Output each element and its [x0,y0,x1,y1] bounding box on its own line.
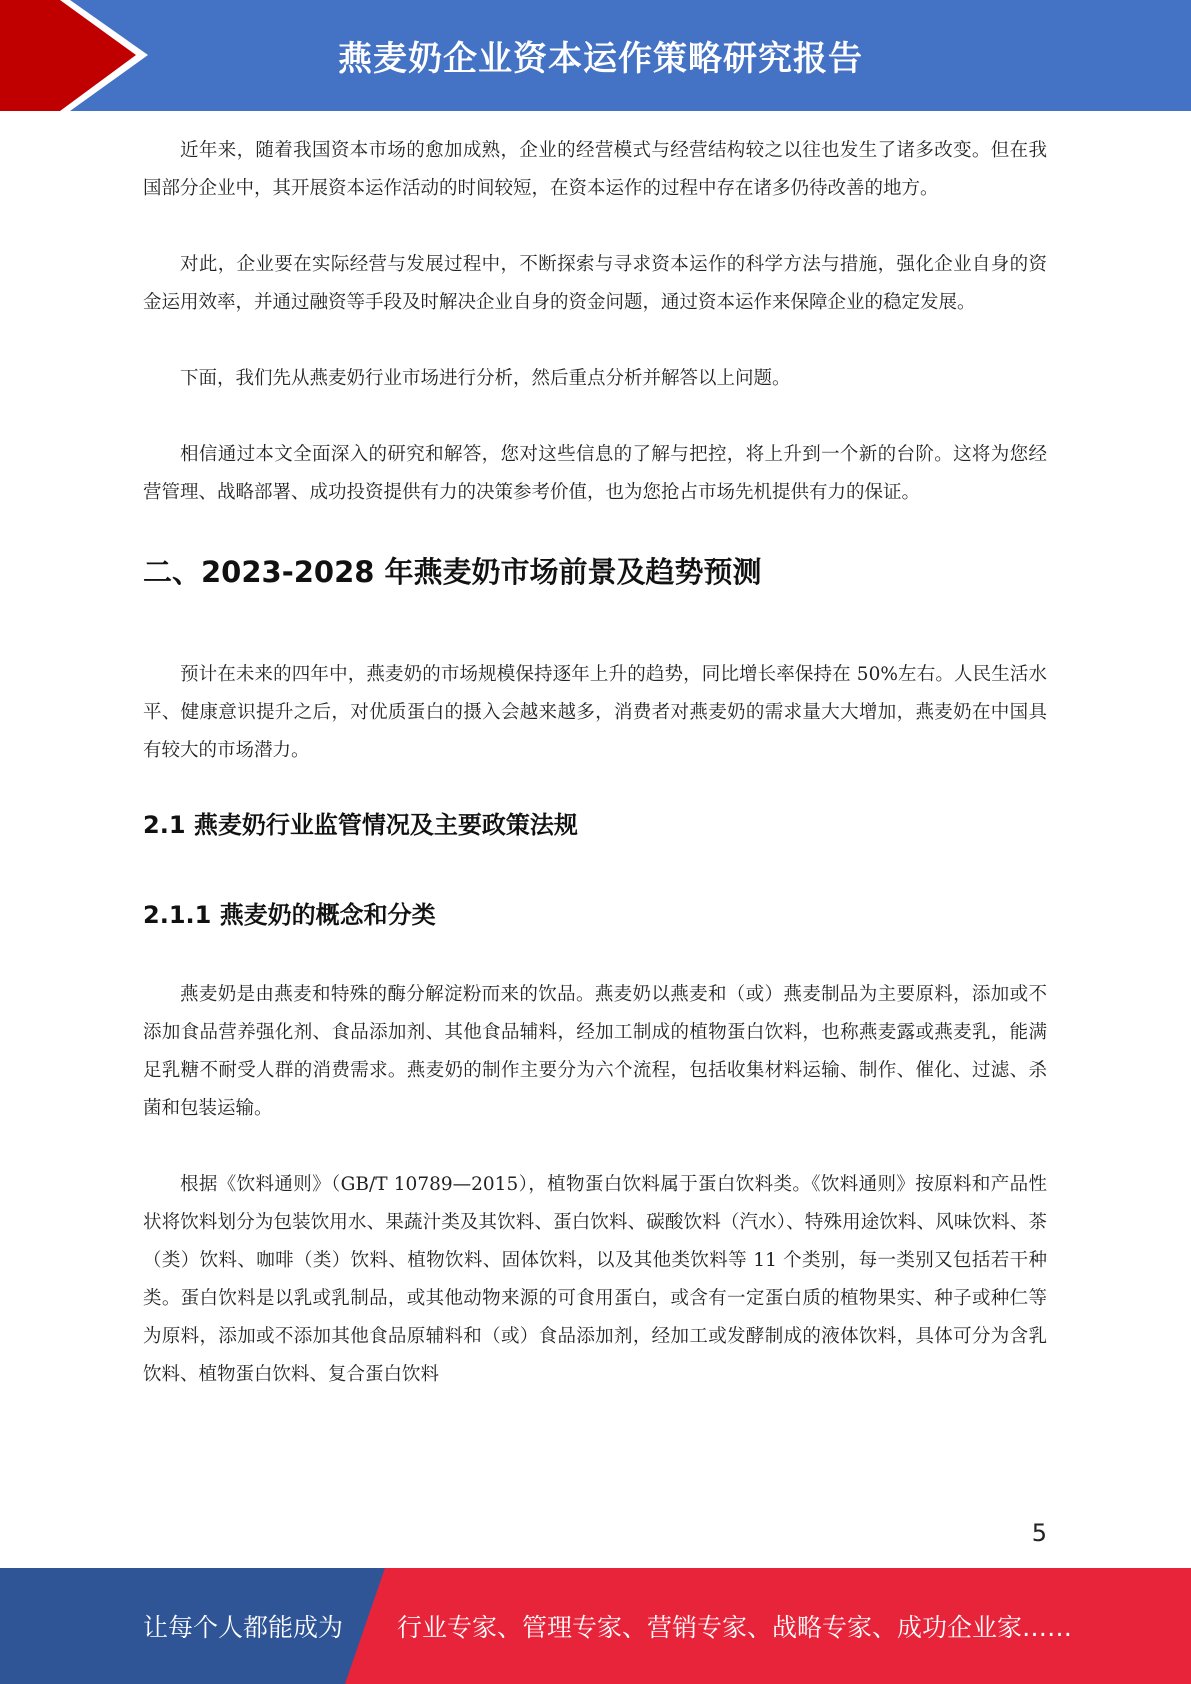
page-footer [0,1568,1191,1684]
paragraph-classification: 根据《饮料通则》（GB/T 10789—2015），植物蛋白饮料属于蛋白饮料类。《饮料通则》按原料和产品性状将饮料划分为包装饮用水、果蔬汁类及其饮料、蛋白饮料、碳酸饮料（汽水）、特殊用途饮料、风味饮料、茶（类）饮料、咖啡（类）饮料、植物饮料、固体饮料，以及其他类饮料等 11 个类别，每一类别又包括若干种类。蛋白饮料是以乳或乳制品，或其他动物来源的可食用蛋白，或含有一定蛋白质的植物果实、种子或种仁等为原料，添加或不添加其他食品原辅料和（或）食品添加剂，经加工或发酵制成的液体饮料，具体可分为含乳饮料、植物蛋白饮料、复合蛋白饮料 [143,1174,1047,1385]
paragraph-intro-1: 近年来，随着我国资本市场的愈加成熟，企业的经营模式与经营结构较之以往也发生了诸多改变。但在我国部分企业中，其开展资本运作活动的时间较短，在资本运作的过程中存在诸多仍待改善的地方。 [143,140,1047,199]
subsubsection-heading: 2.1.1 燕麦奶的概念和分类 [143,901,436,929]
main-content [143,132,1047,1432]
document-title: 燕麦奶企业资本运作策略研究报告 [338,39,863,79]
section-heading: 二、2023-2028 年燕麦奶市场前景及趋势预测 [143,555,762,589]
footer-slogan-left: 让每个人都能成为 [143,1613,344,1642]
paragraph-concept: 燕麦奶是由燕麦和特殊的酶分解淀粉而来的饮品。燕麦奶以燕麦和（或）燕麦制品为主要原料，添加或不添加食品营养强化剂、食品添加剂、其他食品辅料，经加工制成的植物蛋白饮料，也称燕麦露或燕麦乳，能满足乳糖不耐受人群的消费需求。燕麦奶的制作主要分为六个流程，包括收集材料运输、制作、催化、过滤、杀菌和包装运输。 [143,984,1047,1119]
paragraph-intro-4: 相信通过本文全面深入的研究和解答，您对这些信息的了解与把控，将上升到一个新的台阶。这将为您经营管理、战略部署、成功投资提供有力的决策参考价值，也为您抢占市场先机提供有力的保证。 [143,444,1047,503]
paragraph-section: 预计在未来的四年中，燕麦奶的市场规模保持逐年上升的趋势，同比增长率保持在 50%左右。人民生活水平、健康意识提升之后，对优质蛋白的摄入会越来越多，消费者对燕麦奶的需求量大大增加，燕麦奶在中国具有较大的市场潜力。 [143,664,1047,761]
paragraph-intro-3: 下面，我们先从燕麦奶行业市场进行分析，然后重点分析并解答以上问题。 [180,368,791,389]
subsection-heading: 2.1 燕麦奶行业监管情况及主要政策法规 [143,811,578,839]
page-header [0,0,1191,111]
page-number: 5 [1031,1519,1047,1547]
paragraph-intro-2: 对此，企业要在实际经营与发展过程中，不断探索与寻求资本运作的科学方法与措施，强化企业自身的资金运用效率，并通过融资等手段及时解决企业自身的资金问题，通过资本运作来保障企业的稳定发展。 [143,254,1047,313]
footer-slogan-right: 行业专家、管理专家、营销专家、战略专家、成功企业家…… [397,1613,1073,1642]
